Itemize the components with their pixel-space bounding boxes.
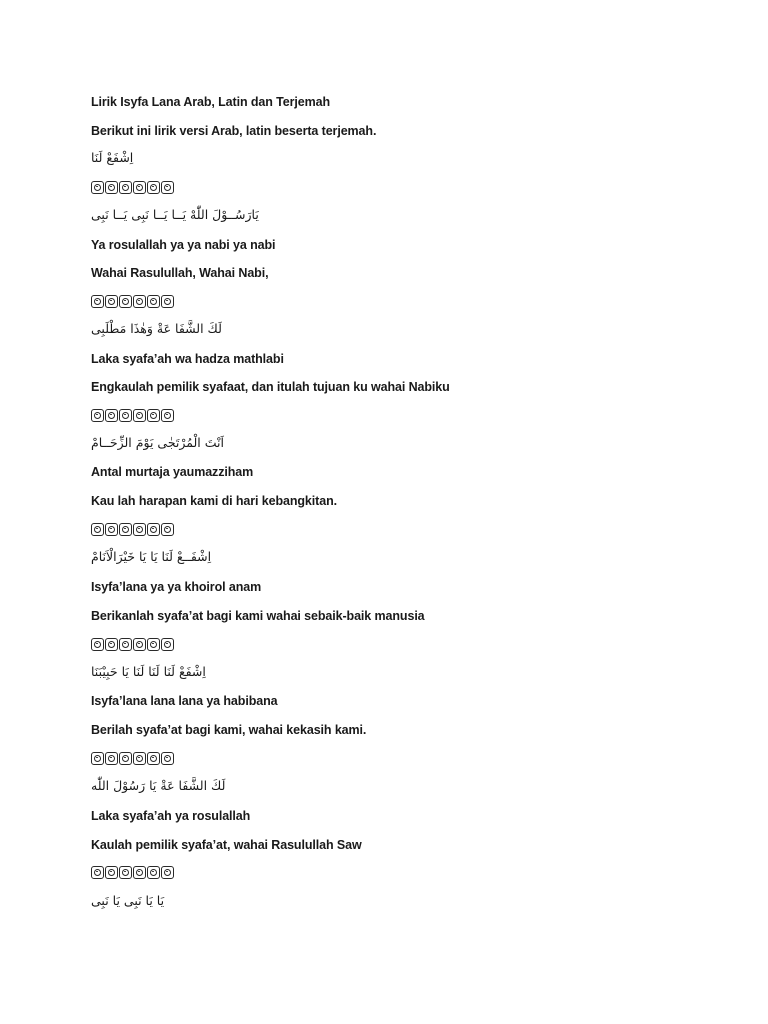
ornament-icon	[147, 866, 160, 879]
ornament-icon	[91, 523, 104, 536]
verse-translation: Berilah syafa’at bagi kami, wahai kekasih kami.	[91, 723, 367, 737]
ornament-icon	[119, 409, 132, 422]
ornament-divider	[91, 521, 174, 537]
ornament-icon	[161, 181, 174, 194]
ornament-icon	[91, 752, 104, 765]
verse-translation: Engkaulah pemilik syafaat, dan itulah tujuan ku wahai Nabiku	[91, 380, 450, 394]
ornament-icon	[91, 181, 104, 194]
ornament-icon	[105, 523, 118, 536]
ornament-icon	[119, 638, 132, 651]
verse-arabic: اَنْتَ الْمُرْتَجٰى يَوْمَ الزِّحَــامْ	[91, 435, 224, 450]
ornament-icon	[91, 866, 104, 879]
verse-latin: Laka syafa’ah ya rosulallah	[91, 809, 251, 823]
ornament-icon	[133, 523, 146, 536]
ornament-icon	[119, 181, 132, 194]
verse-translation: Kau lah harapan kami di hari kebangkitan.	[91, 494, 337, 508]
ornament-icon	[161, 295, 174, 308]
intro-text: Berikut ini lirik versi Arab, latin beserta terjemah.	[91, 124, 377, 138]
ornament-icon	[105, 181, 118, 194]
ornament-icon	[161, 752, 174, 765]
verse-arabic: لَكَ الشَّفَا عَةْ وَهٰذَا مَطْلَبِى	[91, 321, 222, 336]
ornament-icon	[147, 523, 160, 536]
verse-latin: Isyfa’lana lana lana ya habibana	[91, 694, 278, 708]
heading-arabic: اِشْفَعْ لَنَا	[91, 150, 134, 165]
ornament-icon	[147, 638, 160, 651]
ornament-icon	[119, 295, 132, 308]
verse-latin: Ya rosulallah ya ya nabi ya nabi	[91, 238, 276, 252]
ornament-icon	[161, 523, 174, 536]
ornament-icon	[161, 866, 174, 879]
ornament-divider	[91, 750, 174, 766]
verse-translation: Kaulah pemilik syafa’at, wahai Rasulullah Saw	[91, 838, 362, 852]
ornament-icon	[133, 752, 146, 765]
ornament-icon	[147, 181, 160, 194]
ornament-divider	[91, 407, 174, 423]
verse-latin: Isyfa’lana ya ya khoirol anam	[91, 580, 262, 594]
ornament-icon	[161, 638, 174, 651]
verse-translation: Berikanlah syafa’at bagi kami wahai sebaik-baik manusia	[91, 609, 425, 623]
ornament-icon	[133, 866, 146, 879]
ornament-icon	[147, 295, 160, 308]
ornament-icon	[133, 295, 146, 308]
ornament-icon	[161, 409, 174, 422]
ornament-icon	[119, 523, 132, 536]
verse-arabic: اِشْفَعْ لَنَا لَنَا لَنَا يَا حَبِيْبَنَا	[91, 664, 206, 679]
ornament-icon	[105, 866, 118, 879]
ornament-icon	[105, 638, 118, 651]
ornament-icon	[147, 752, 160, 765]
verse-translation: Wahai Rasulullah, Wahai Nabi,	[91, 266, 269, 280]
ornament-icon	[91, 409, 104, 422]
ornament-icon	[119, 752, 132, 765]
document-title: Lirik Isyfa Lana Arab, Latin dan Terjemah	[91, 95, 331, 109]
verse-arabic: اِشْفَــعْ لَنَا يَا يَا خَيْرَالْاَنَامْ	[91, 549, 212, 564]
ornament-icon	[133, 409, 146, 422]
ornament-icon	[119, 866, 132, 879]
ornament-divider	[91, 864, 174, 880]
ornament-icon	[133, 638, 146, 651]
ornament-icon	[105, 295, 118, 308]
verse-arabic: يَارَسُــوْلَ اللّٰهْ يَــا يَــا نَبِى يَــا نَبِى	[91, 207, 259, 222]
ornament-icon	[133, 181, 146, 194]
ornament-icon	[91, 295, 104, 308]
ornament-divider	[91, 179, 174, 195]
ornament-icon	[105, 409, 118, 422]
ornament-icon	[91, 638, 104, 651]
verse-latin: Antal murtaja yaumazziham	[91, 465, 254, 479]
verse-arabic: لَكَ الشَّفَا عَةْ يَا رَسُوْلَ اللّٰه	[91, 778, 226, 793]
ornament-icon	[105, 752, 118, 765]
ornament-divider	[91, 636, 174, 652]
ornament-divider	[91, 293, 174, 309]
closing-arabic: يَا يَا نَبِى يَا نَبِى	[91, 893, 165, 908]
ornament-icon	[147, 409, 160, 422]
verse-latin: Laka syafa’ah wa hadza mathlabi	[91, 352, 284, 366]
